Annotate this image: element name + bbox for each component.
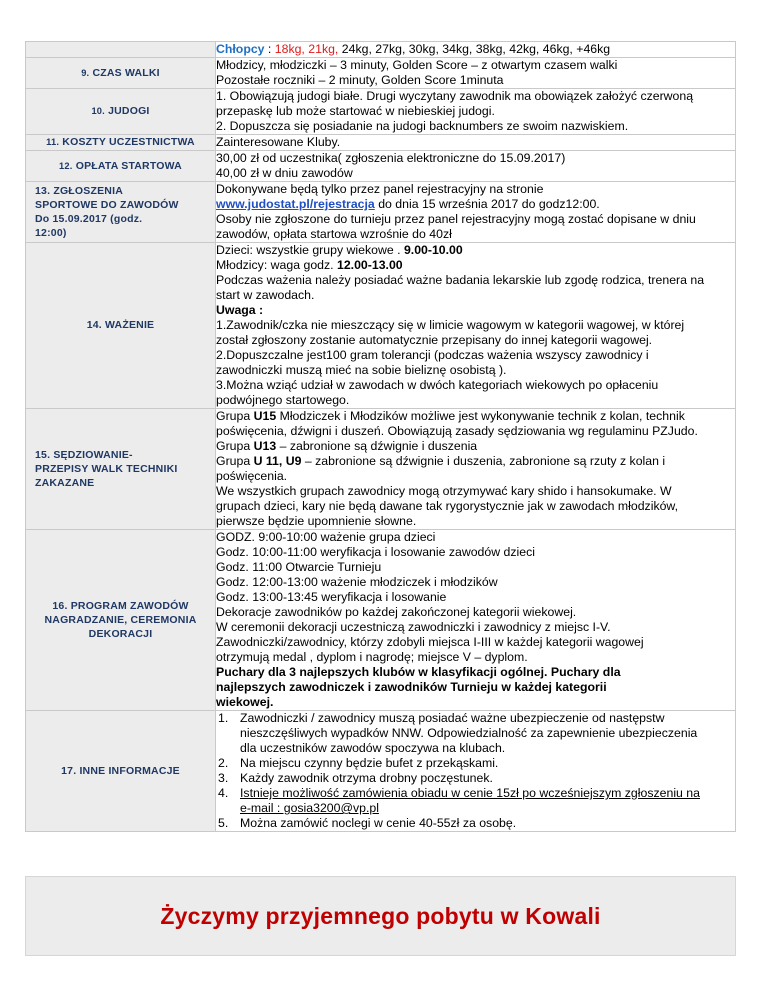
row-body-czas-walki: [216, 58, 736, 89]
row-title-line1: PROGRAM ZAWODÓW: [70, 599, 189, 612]
youth-weighin-line: [216, 258, 735, 273]
u15-prefix: Grupa: [216, 409, 254, 423]
weight-categories-line: [216, 42, 735, 57]
list-line: Można zamówić noclegi w cenie 40-55zł za osobę.: [240, 816, 517, 830]
u11-line: [216, 454, 735, 469]
row-body-koszty-uczestnictwa: [216, 135, 736, 151]
u11-line2: poświęcenia.: [216, 469, 288, 483]
table-row-program: [26, 530, 736, 711]
list-marker: 5.: [218, 816, 229, 830]
weighing-item-line: podwójnego startowego.: [216, 393, 350, 407]
row-title-line3: Do 15.09.2017 (godz.: [35, 213, 143, 225]
table-row-weight-categories: [26, 42, 736, 58]
list-line: Zawodniczki / zawodnicy muszą posiadać ważne ubezpieczenie od następstw: [240, 711, 665, 725]
schedule-line: Godz. 13:00-13:45 weryfikacja i losowanie: [216, 590, 447, 604]
row-body-judogi: [216, 89, 736, 135]
list-marker: 2.: [218, 756, 229, 770]
children-label: Dzieci: wszystkie grupy wiekowe .: [216, 243, 404, 257]
row-number: 16.: [52, 599, 68, 612]
row-title: KOSZTY UCZESTNICTWA: [62, 136, 195, 149]
row-title-line2: PRZEPISY WALK TECHNIKI: [35, 462, 178, 475]
registration-line1: Dokonywane będą tylko przez panel rejestracyjny na stronie: [216, 182, 544, 196]
weights-separator: :: [264, 42, 275, 56]
row-body-program: [216, 530, 736, 711]
table-row-czas-walki: [26, 58, 736, 89]
u15-group: U15: [253, 409, 277, 423]
row-title: WAŻENIE: [105, 319, 155, 332]
body-line: Zainteresowane Kluby.: [216, 135, 341, 149]
table-row-inne-informacje: [26, 711, 736, 832]
table-row-judogi: [26, 89, 736, 135]
program-note-line: W ceremonii dekoracji uczestniczą zawodniczki i zawodnicy z miejsc I-V.: [216, 620, 611, 634]
schedule-line: GODZ. 9:00-10:00 ważenie grupa dzieci: [216, 530, 436, 544]
highlighted-weights: 18kg, 21kg,: [274, 42, 339, 56]
weighing-attention: Uwaga :: [216, 303, 264, 317]
weight-categories-cell: [216, 42, 736, 58]
registration-line2-rest: do dnia 15 września 2017 do godz12:00.: [374, 197, 600, 211]
row-label-inne-informacje: [26, 711, 216, 832]
list-line: Na miejscu czynny będzie bufet z przekąskami.: [240, 756, 499, 770]
registration-link[interactable]: www.judostat.pl/rejestracja: [216, 197, 375, 211]
list-item: [216, 786, 735, 816]
footer-banner: [25, 876, 736, 956]
schedule-line: Godz. 10:00-11:00 weryfikacja i losowanie zawodów dzieci: [216, 545, 535, 559]
row-label-oplata-startowa: [26, 151, 216, 182]
row-label-empty: [26, 42, 216, 58]
program-note-line: Dekoracje zawodników po każdej zakończonej kategorii wiekowej.: [216, 605, 577, 619]
row-number: 11.: [46, 137, 60, 148]
program-bold-note-line: najlepszych zawodniczek i zawodników Turnieju w każdej kategorii: [216, 680, 607, 694]
list-line-email[interactable]: e-mail : gosia3200@vp.pl: [240, 801, 379, 815]
list-marker: 1.: [218, 711, 229, 725]
u13-group: U13: [253, 439, 277, 453]
weighing-item-line: 2.Dopuszczalne jest100 gram tolerancji (podczas ważenia wszyscy zawodnicy i: [216, 348, 649, 362]
u13-prefix: Grupa: [216, 439, 254, 453]
row-title-line2: SPORTOWE DO ZAWODÓW: [35, 198, 179, 211]
weighing-note-line2: start w zawodach.: [216, 288, 315, 302]
row-title-line4: 12:00): [35, 227, 67, 240]
row-number: 15.: [35, 448, 51, 461]
weighing-item-line: został zgłoszony zostanie automatycznie przepisany do innej kategorii wagowej.: [216, 333, 653, 347]
row-title: CZAS WALKI: [92, 66, 160, 79]
table-row-oplata-startowa: [26, 151, 736, 182]
table-row-wazenie: [26, 243, 736, 409]
row-number: 17.: [61, 764, 77, 777]
program-note-line: Zawodniczki/zawodnicy, którzy zdobyli miejsca I-III w każdej kategorii wagowej: [216, 635, 644, 649]
list-line: Każdy zawodnik otrzyma drobny poczęstunek.: [240, 771, 493, 785]
body-line: 40,00 zł w dniu zawodów: [216, 166, 353, 180]
list-line: nieszczęśliwych wypadków NNW. Odpowiedzialność za zapewnienie ubezpieczenia: [240, 726, 698, 740]
row-label-zgloszenia: [26, 182, 216, 243]
u11-prefix: Grupa: [216, 454, 254, 468]
row-body-wazenie: [216, 243, 736, 409]
table-row-sedziowanie: [26, 409, 736, 530]
body-line: Pozostałe roczniki – 2 minuty, Golden Score 1minuta: [216, 73, 504, 87]
u15-rest: Młodziczek i Młodzików możliwe jest wykonywanie technik z kolan, technik: [276, 409, 685, 423]
list-item: [216, 771, 735, 786]
row-label-wazenie: [26, 243, 216, 409]
body-line: 30,00 zł od uczestnika( zgłoszenia elektroniczne do 15.09.2017): [216, 151, 566, 165]
u13-rest: – zabronione są dźwignie i duszenia: [276, 439, 478, 453]
row-label-czas-walki: [26, 58, 216, 89]
table-row-zgloszenia: [26, 182, 736, 243]
children-time: 9.00-10.00: [403, 243, 463, 257]
refereeing-closing-line3: pierwsze będzie upomnienie słowne.: [216, 514, 417, 528]
row-title: INNE INFORMACJE: [79, 764, 180, 777]
list-marker: 4.: [218, 786, 229, 800]
weighing-item-line: 3.Można wziąć udział w zawodach w dwóch kategoriach wiekowych po opłaceniu: [216, 378, 659, 392]
program-bold-note-line: wiekowej.: [216, 695, 274, 709]
list-line: Istnieje możliwość zamówienia obiadu w cenie 15zł po wcześniejszym zgłoszeniu na: [240, 786, 700, 800]
row-body-oplata-startowa: [216, 151, 736, 182]
regulations-table: [25, 41, 736, 832]
children-weighin-line: [216, 243, 735, 258]
row-title-line1: ZGŁOSZENIA: [53, 184, 123, 197]
other-info-list: [216, 711, 735, 831]
row-body-sedziowanie: [216, 409, 736, 530]
youth-label: Młodzicy: waga godz.: [216, 258, 337, 272]
table-row-koszty-uczestnictwa: [26, 135, 736, 151]
u11-rest: – zabronione są dźwignie i duszenia, zabronione są rzuty z kolan i: [301, 454, 666, 468]
row-body-zgloszenia: [216, 182, 736, 243]
registration-link-line: [216, 197, 735, 212]
row-body-inne-informacje: [216, 711, 736, 832]
refereeing-closing-line2: grupach dzieci, kary nie będą dawane tak rygorystycznie jak w zawodach młodzików,: [216, 499, 679, 513]
registration-line3: Osoby nie zgłoszone do turnieju przez panel rejestracyjny mogą zostać dopisane w dniu: [216, 212, 696, 226]
row-label-sedziowanie: [26, 409, 216, 530]
row-title: OPŁATA STARTOWA: [75, 159, 182, 172]
program-note-line: otrzymują medal , dyplom i nagrodę; miejsce V – dyplom.: [216, 650, 528, 664]
row-label-program: [26, 530, 216, 711]
weighing-item-line: 1.Zawodnik/czka nie mieszczący się w limicie wagowym w kategorii wagowej, w której: [216, 318, 685, 332]
row-number: 14.: [86, 319, 102, 332]
schedule-line: Godz. 11:00 Otwarcie Turnieju: [216, 560, 382, 574]
row-title-line1: SĘDZIOWANIE-: [53, 448, 133, 461]
body-line: 2. Dopuszcza się posiadanie na judogi backnumbers ze swoim nazwiskiem.: [216, 119, 629, 133]
youth-time: 12.00-13.00: [336, 258, 403, 272]
row-number: 10.: [91, 106, 105, 117]
u15-line2: poświęcenia, dźwigni i duszeń. Obowiązują zasady sędziowania wg regulaminu PZJudo.: [216, 424, 698, 438]
row-title-line3: DEKORACJI: [88, 628, 153, 641]
body-line: 1. Obowiązują judogi białe. Drugi wyczytany zawodnik ma obowiązek założyć czerwoną: [216, 89, 694, 103]
u11-group: U 11, U9: [253, 454, 302, 468]
list-item: [216, 816, 735, 831]
list-item: [216, 756, 735, 771]
other-weights: 24kg, 27kg, 30kg, 34kg, 38kg, 42kg, 46kg, +46kg: [338, 42, 611, 56]
row-label-judogi: [26, 89, 216, 135]
schedule-line: Godz. 12:00-13:00 ważenie młodziczek i młodzików: [216, 575, 498, 589]
program-bold-note-line: Puchary dla 3 najlepszych klubów w klasyfikacji ogólnej. Puchary dla: [216, 665, 621, 679]
row-number: 12.: [59, 160, 73, 171]
registration-line4: zawodów, opłata startowa wzrośnie do 40zł: [216, 227, 452, 241]
list-marker: 3.: [218, 771, 229, 785]
boys-label: Chłopcy: [216, 42, 265, 56]
list-line: dla uczestników zawodów spoczywa na klubach.: [240, 741, 506, 755]
refereeing-closing-line1: We wszystkich grupach zawodnicy mogą otrzymywać kary shido i hansokumake. W: [216, 484, 672, 498]
body-line: przepaskę lub może startować w niebieskiej judogi.: [216, 104, 495, 118]
row-title: JUDOGI: [108, 105, 150, 118]
weighing-note-line1: Podczas ważenia należy posiadać ważne badania lekarskie lub zgodę rodzica, trenera na: [216, 273, 705, 287]
list-item: [216, 711, 735, 756]
body-line: Młodzicy, młodziczki – 3 minuty, Golden Score – z otwartym czasem walki: [216, 58, 618, 72]
row-title-line3: ZAKAZANE: [35, 477, 95, 490]
u15-line: [216, 409, 735, 424]
row-number: 13.: [35, 184, 51, 197]
row-label-koszty-uczestnictwa: [26, 135, 216, 151]
row-number: 9.: [81, 67, 90, 78]
footer-message: Życzymy przyjemnego pobytu w Kowali: [160, 902, 601, 929]
u13-line: [216, 439, 735, 454]
row-title-line2: NAGRADZANIE, CEREMONIA: [44, 613, 197, 626]
weighing-item-line: zawodniczki muszą mieć na sobie bieliznę osobistą ).: [216, 363, 507, 377]
